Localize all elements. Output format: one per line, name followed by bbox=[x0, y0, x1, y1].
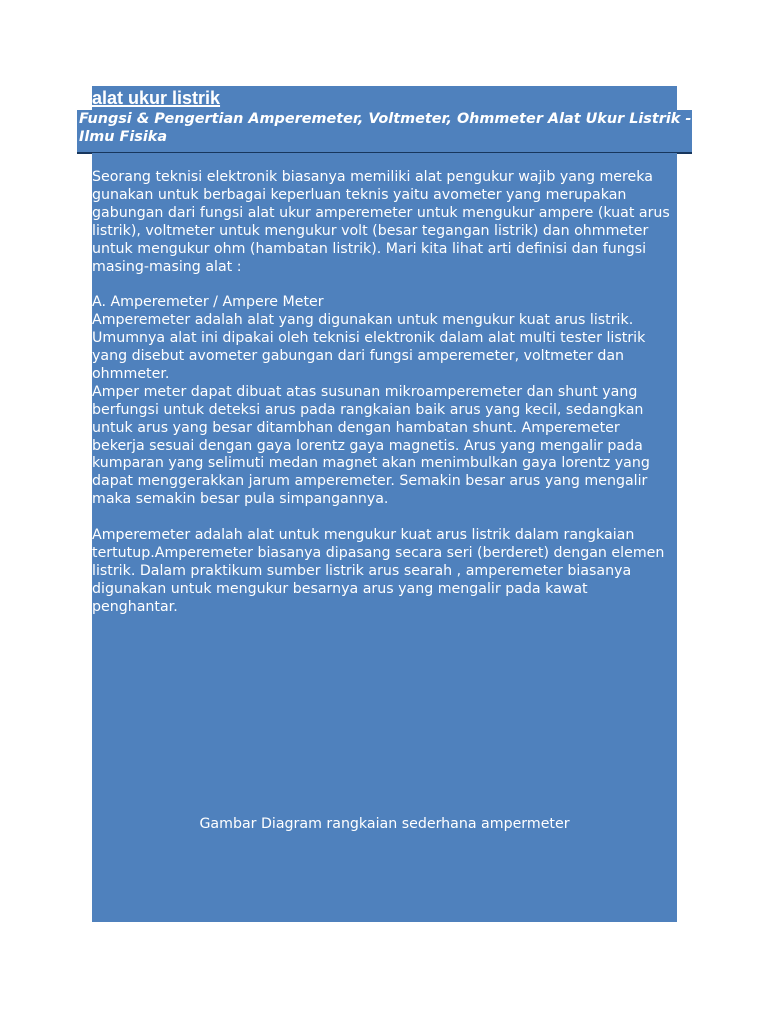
paragraph-3: Amperemeter adalah alat untuk mengukur kuat arus listrik dalam rangkaian tertutup.Amperemeter biasanya dipasang secara seri (berderet) dengan elemen listrik. Dalam praktikum sumber listrik arus searah , amperemeter biasanya digunakan untuk mengukur besarnya arus yang mengalir pada kawat penghantar. bbox=[92, 527, 665, 615]
document-title-link[interactable]: alat ukur listrik bbox=[92, 88, 221, 108]
paragraph-spacer bbox=[92, 276, 672, 294]
figure-caption: Gambar Diagram rangkaian sederhana ampermeter bbox=[199, 816, 570, 832]
document-subtitle: Fungsi & Pengertian Amperemeter, Voltmeter, Ohmmeter Alat Ukur Listrik - Ilmu Fisika bbox=[79, 111, 692, 145]
section-heading: A. Amperemeter / Ampere Meter bbox=[92, 294, 324, 311]
paragraph-spacer bbox=[92, 509, 672, 527]
intro-paragraph: Seorang teknisi elektronik biasanya memiliki alat pengukur wajib yang mereka gunakan untuk berbagai keperluan teknis yaitu avometer yang merupakan gabungan dari fungsi alat ukur amperemeter untuk mengukur ampere (kuat arus listrik), voltmeter untuk mengukur volt (besar tegangan listrik) dan ohmmeter untuk mengukur ohm (hambatan listrik). Mari kita lihat arti definisi dan fungsi masing-masing alat : bbox=[92, 169, 670, 275]
body-text bbox=[92, 169, 672, 617]
body-panel bbox=[92, 153, 677, 922]
subtitle-bar bbox=[77, 110, 692, 154]
paragraph-1: Amperemeter adalah alat yang digunakan untuk mengukur kuat arus listrik. Umumnya alat ini dipakai oleh teknisi elektronik dalam alat multi tester listrik yang disebut avometer gabungan dari fungsi amperemeter, voltmeter dan ohmmeter. bbox=[92, 312, 646, 382]
paragraph-2: Amper meter dapat dibuat atas susunan mikroamperemeter dan shunt yang berfungsi untuk deteksi arus pada rangkaian baik arus yang kecil, sedangkan untuk arus yang besar ditambhan dengan hambatan shunt. Amperemeter bekerja sesuai dengan gaya lorentz gaya magnetis. Arus yang mengalir pada kumparan yang selimuti medan magnet akan menimbulkan gaya lorentz yang dapat menggerakkan jarum amperemeter. Semakin besar arus yang mengalir maka semakin besar pula simpangannya. bbox=[92, 383, 650, 508]
title-bar bbox=[92, 86, 677, 110]
